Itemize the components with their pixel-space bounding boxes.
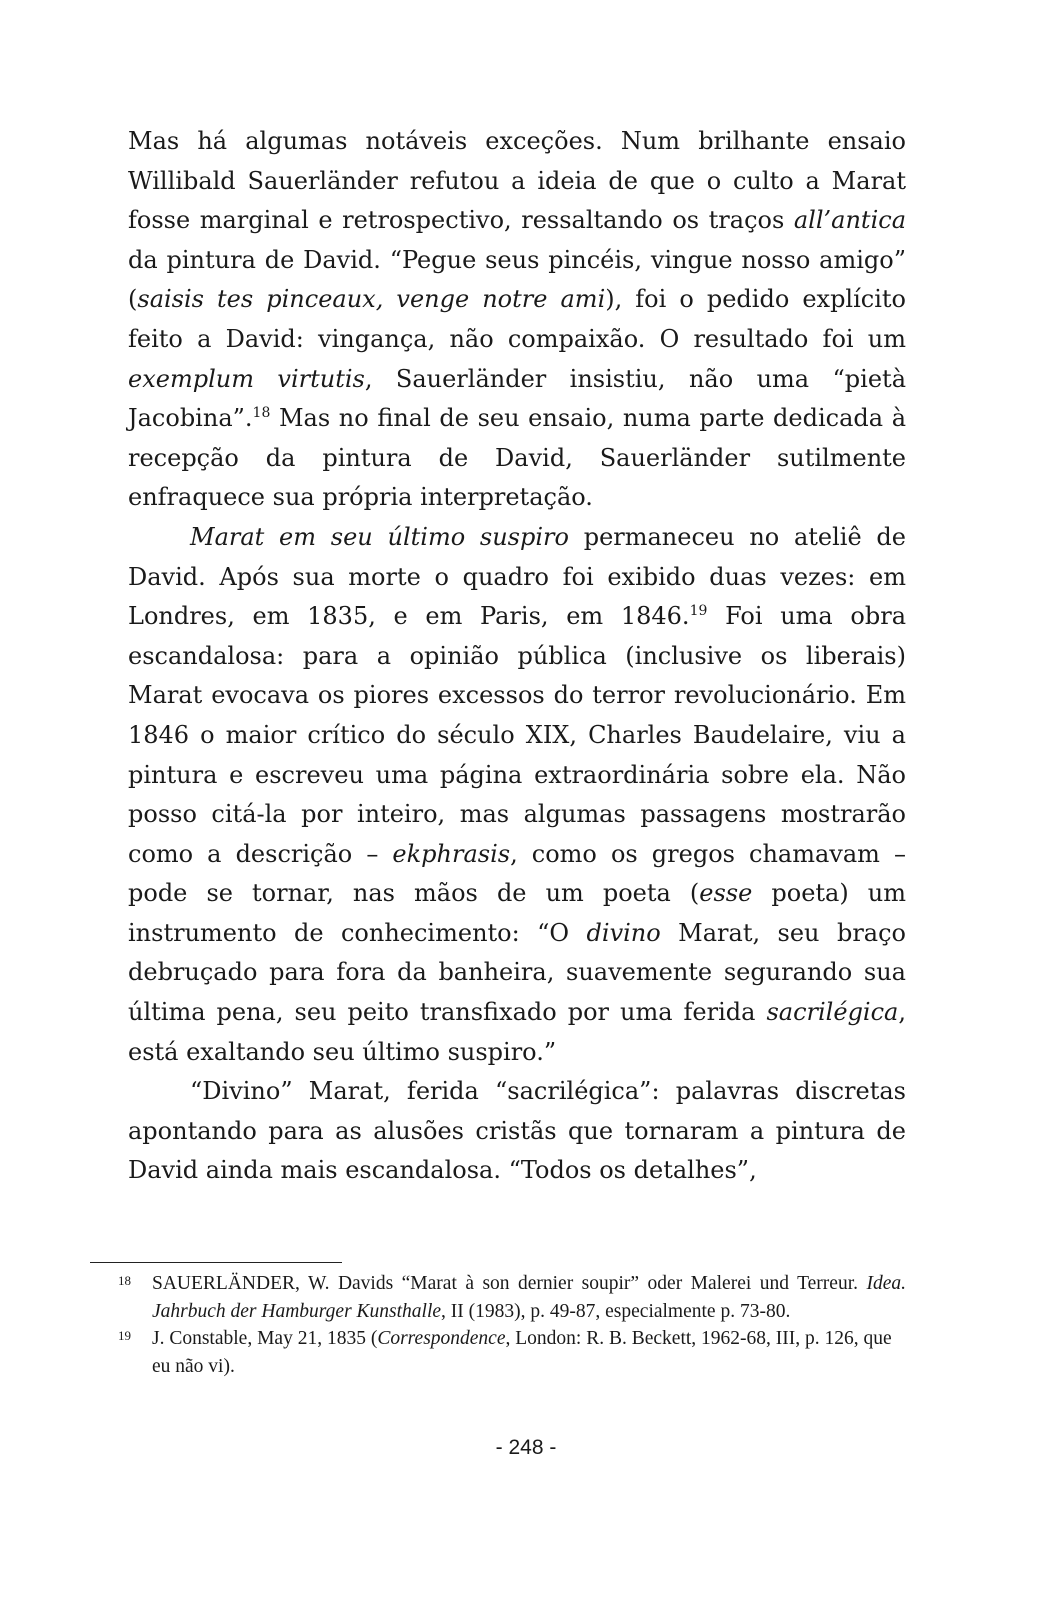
- page-number: - 248 -: [495, 1436, 557, 1459]
- footnote-number: 18: [118, 1273, 131, 1288]
- text-run: Foi uma obra escandalosa: para a opinião pública (inclusive os liberais) Marat evocava os piores excessos do terror revolucionário. Em 1846 o maior crítico do século XIX, Charles Baudelaire, viu a pintura e escreveu uma página extraordinária sobre ela. Não posso citá-la por inteiro, mas algumas passagens mostrarão como a descrição –: [128, 602, 907, 868]
- text-run: , como os gregos chamavam – pode se tornar, nas mãos de um poeta (: [128, 839, 907, 908]
- text-run: , Sauerländer insistiu, não uma “pietà Jacobina”.: [128, 364, 906, 433]
- text-run: poeta) um instrumento de conhecimento: “O: [128, 879, 906, 947]
- footnote-text: , London: R. B. Beckett, 1962-68, III, p. 126, que eu não vi).: [152, 1328, 892, 1377]
- paragraph-3: [128, 1072, 906, 1191]
- footnote-separator: [90, 1262, 342, 1263]
- text-run: Mas há algumas notáveis exceções. Num brilhante ensaio Willibald Sauerländer refutou a ideia de que o culto a Marat fosse marginal e retrospectivo, ressaltando os traços: [128, 127, 906, 235]
- footnote-19: [118, 1325, 906, 1380]
- text-run: , está exaltando seu último suspiro.”: [128, 998, 906, 1066]
- footnote-text: , II (1983), p. 49-87, especialmente p. 73-80.: [441, 1300, 791, 1322]
- italic-term: ekphrasis: [392, 839, 511, 868]
- footnote-text: J. Constable, May 21, 1835 (: [152, 1328, 378, 1349]
- italic-term: esse: [699, 879, 753, 908]
- italic-term: divino: [586, 918, 661, 947]
- text-run: ), foi o pedido explícito feito a David: vingança, não compaixão. O resultado foi um: [128, 285, 906, 353]
- page-body: [128, 122, 906, 1191]
- text-run: da pintura de David. “Pegue seus pincéis, vingue nosso amigo” (: [128, 245, 906, 314]
- text-run: “Divino” Marat, ferida “sacrilégica”: palavras discretas apontando para as alusões cristãs que tornaram a pintura de David ainda mais escandalosa. “Todos os detalhes”,: [128, 1077, 906, 1185]
- footnote-number: 19: [118, 1328, 131, 1343]
- footnote-text: SAUERLÄNDER, W. Davids “Marat à son dernier soupir” oder Malerei und Terreur.: [152, 1273, 867, 1294]
- text-run: Marat, seu braço debruçado para fora da banheira, suavemente segurando sua última pena, seu peito transfixado por uma ferida: [128, 918, 906, 1027]
- footnote-italic: Correspondence: [377, 1328, 506, 1349]
- footnote-ref-19[interactable]: 19: [689, 603, 708, 620]
- text-run: Mas no final de seu ensaio, numa parte dedicada à recepção da pintura de David, Sauerländer sutilmente enfraquece sua própria interpretação.: [128, 404, 906, 512]
- italic-term: sacrilégica: [766, 998, 899, 1027]
- paragraph-2: [128, 518, 906, 1072]
- italic-quote: saisis tes pinceaux, venge notre ami: [137, 285, 606, 314]
- footnote-italic: Idea. Jahrbuch der Hamburger Kunsthalle: [152, 1273, 906, 1322]
- footnotes: [118, 1270, 906, 1380]
- footnote-ref-18[interactable]: 18: [252, 405, 271, 422]
- paragraph-1: [128, 122, 906, 518]
- italic-term: all’antica: [793, 206, 906, 235]
- text-run: permaneceu no ateliê de David. Após sua morte o quadro foi exibido duas vezes: em Londres, em 1835, e em Paris, em 1846.: [128, 522, 906, 631]
- italic-term: exemplum virtutis: [128, 364, 365, 393]
- footnote-18: [118, 1270, 906, 1325]
- italic-title: Marat em seu último suspiro: [190, 522, 569, 551]
- main-text: [128, 122, 906, 1191]
